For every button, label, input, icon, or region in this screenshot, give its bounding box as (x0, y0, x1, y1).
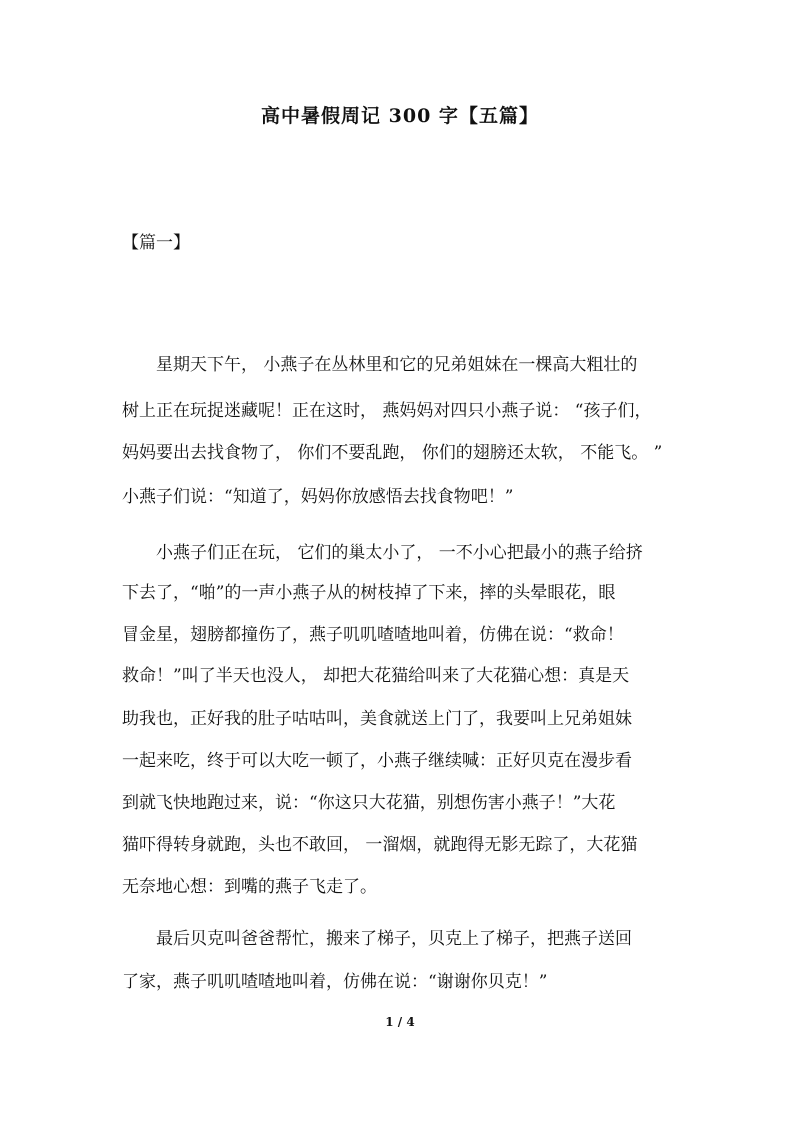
paragraph-1-line-4: 小燕子们说：“知道了，妈妈你放感悟去找食物吧！” (122, 487, 514, 507)
paragraph-2-line-5: 助我也，正好我的肚子咕咕叫，美食就送上门了，我要叫上兄弟姐妹 (122, 709, 632, 729)
document-title: 高中暑假周记 300 字【五篇】 (261, 105, 539, 127)
paragraph-2-line-3: 冒金星，翅膀都撞伤了，燕子叽叽喳喳地叫着，仿佛在说：“救命！ (122, 625, 624, 645)
paragraph-3-line-2: 了家，燕子叽叽喳喳地叫着，仿佛在说：“谢谢你贝克！” (122, 972, 548, 992)
paragraph-1-line-2: 树上正在玩捉迷藏呢！正在这时， 燕妈妈对四只小燕子说： “孩子们， (122, 401, 652, 421)
paragraph-2-line-7: 到就飞快地跑过来，说：“你这只大花猫，别想伤害小燕子！”大花 (122, 793, 616, 813)
paragraph-2-line-1: 小燕子们正在玩， 它们的巢太小了， 一不小心把最小的燕子给挤 (156, 543, 643, 563)
paragraph-2-line-8: 猫吓得转身就跑，头也不敢回， 一溜烟，就跑得无影无踪了，大花猫 (122, 835, 638, 855)
paragraph-2-line-9: 无奈地心想：到嘴的燕子飞走了。 (122, 877, 377, 897)
page-number: 1 / 4 (385, 1015, 415, 1029)
paragraph-1-line-3: 妈妈要出去找食物了， 你们不要乱跑， 你们的翅膀还太软， 不能飞。 ” (122, 443, 663, 463)
paragraph-3-line-1: 最后贝克叫爸爸帮忙，搬来了梯子，贝克上了梯子，把燕子送回 (156, 929, 632, 949)
section-heading: 【篇一】 (122, 233, 190, 253)
paragraph-2-line-2: 下去了，“啪”的一声小燕子从的树枝掉了下来，摔的头晕眼花，眼 (122, 583, 616, 603)
paragraph-1-line-1: 星期天下午， 小燕子在丛林里和它的兄弟姐妹在一棵高大粗壮的 (156, 355, 638, 375)
paragraph-2-line-4: 救命！”叫了半天也没人， 却把大花猫给叫来了大花猫心想：真是天 (122, 666, 630, 686)
paragraph-2-line-6: 一起来吃，终于可以大吃一顿了，小燕子继续喊：正好贝克在漫步看 (122, 751, 632, 771)
